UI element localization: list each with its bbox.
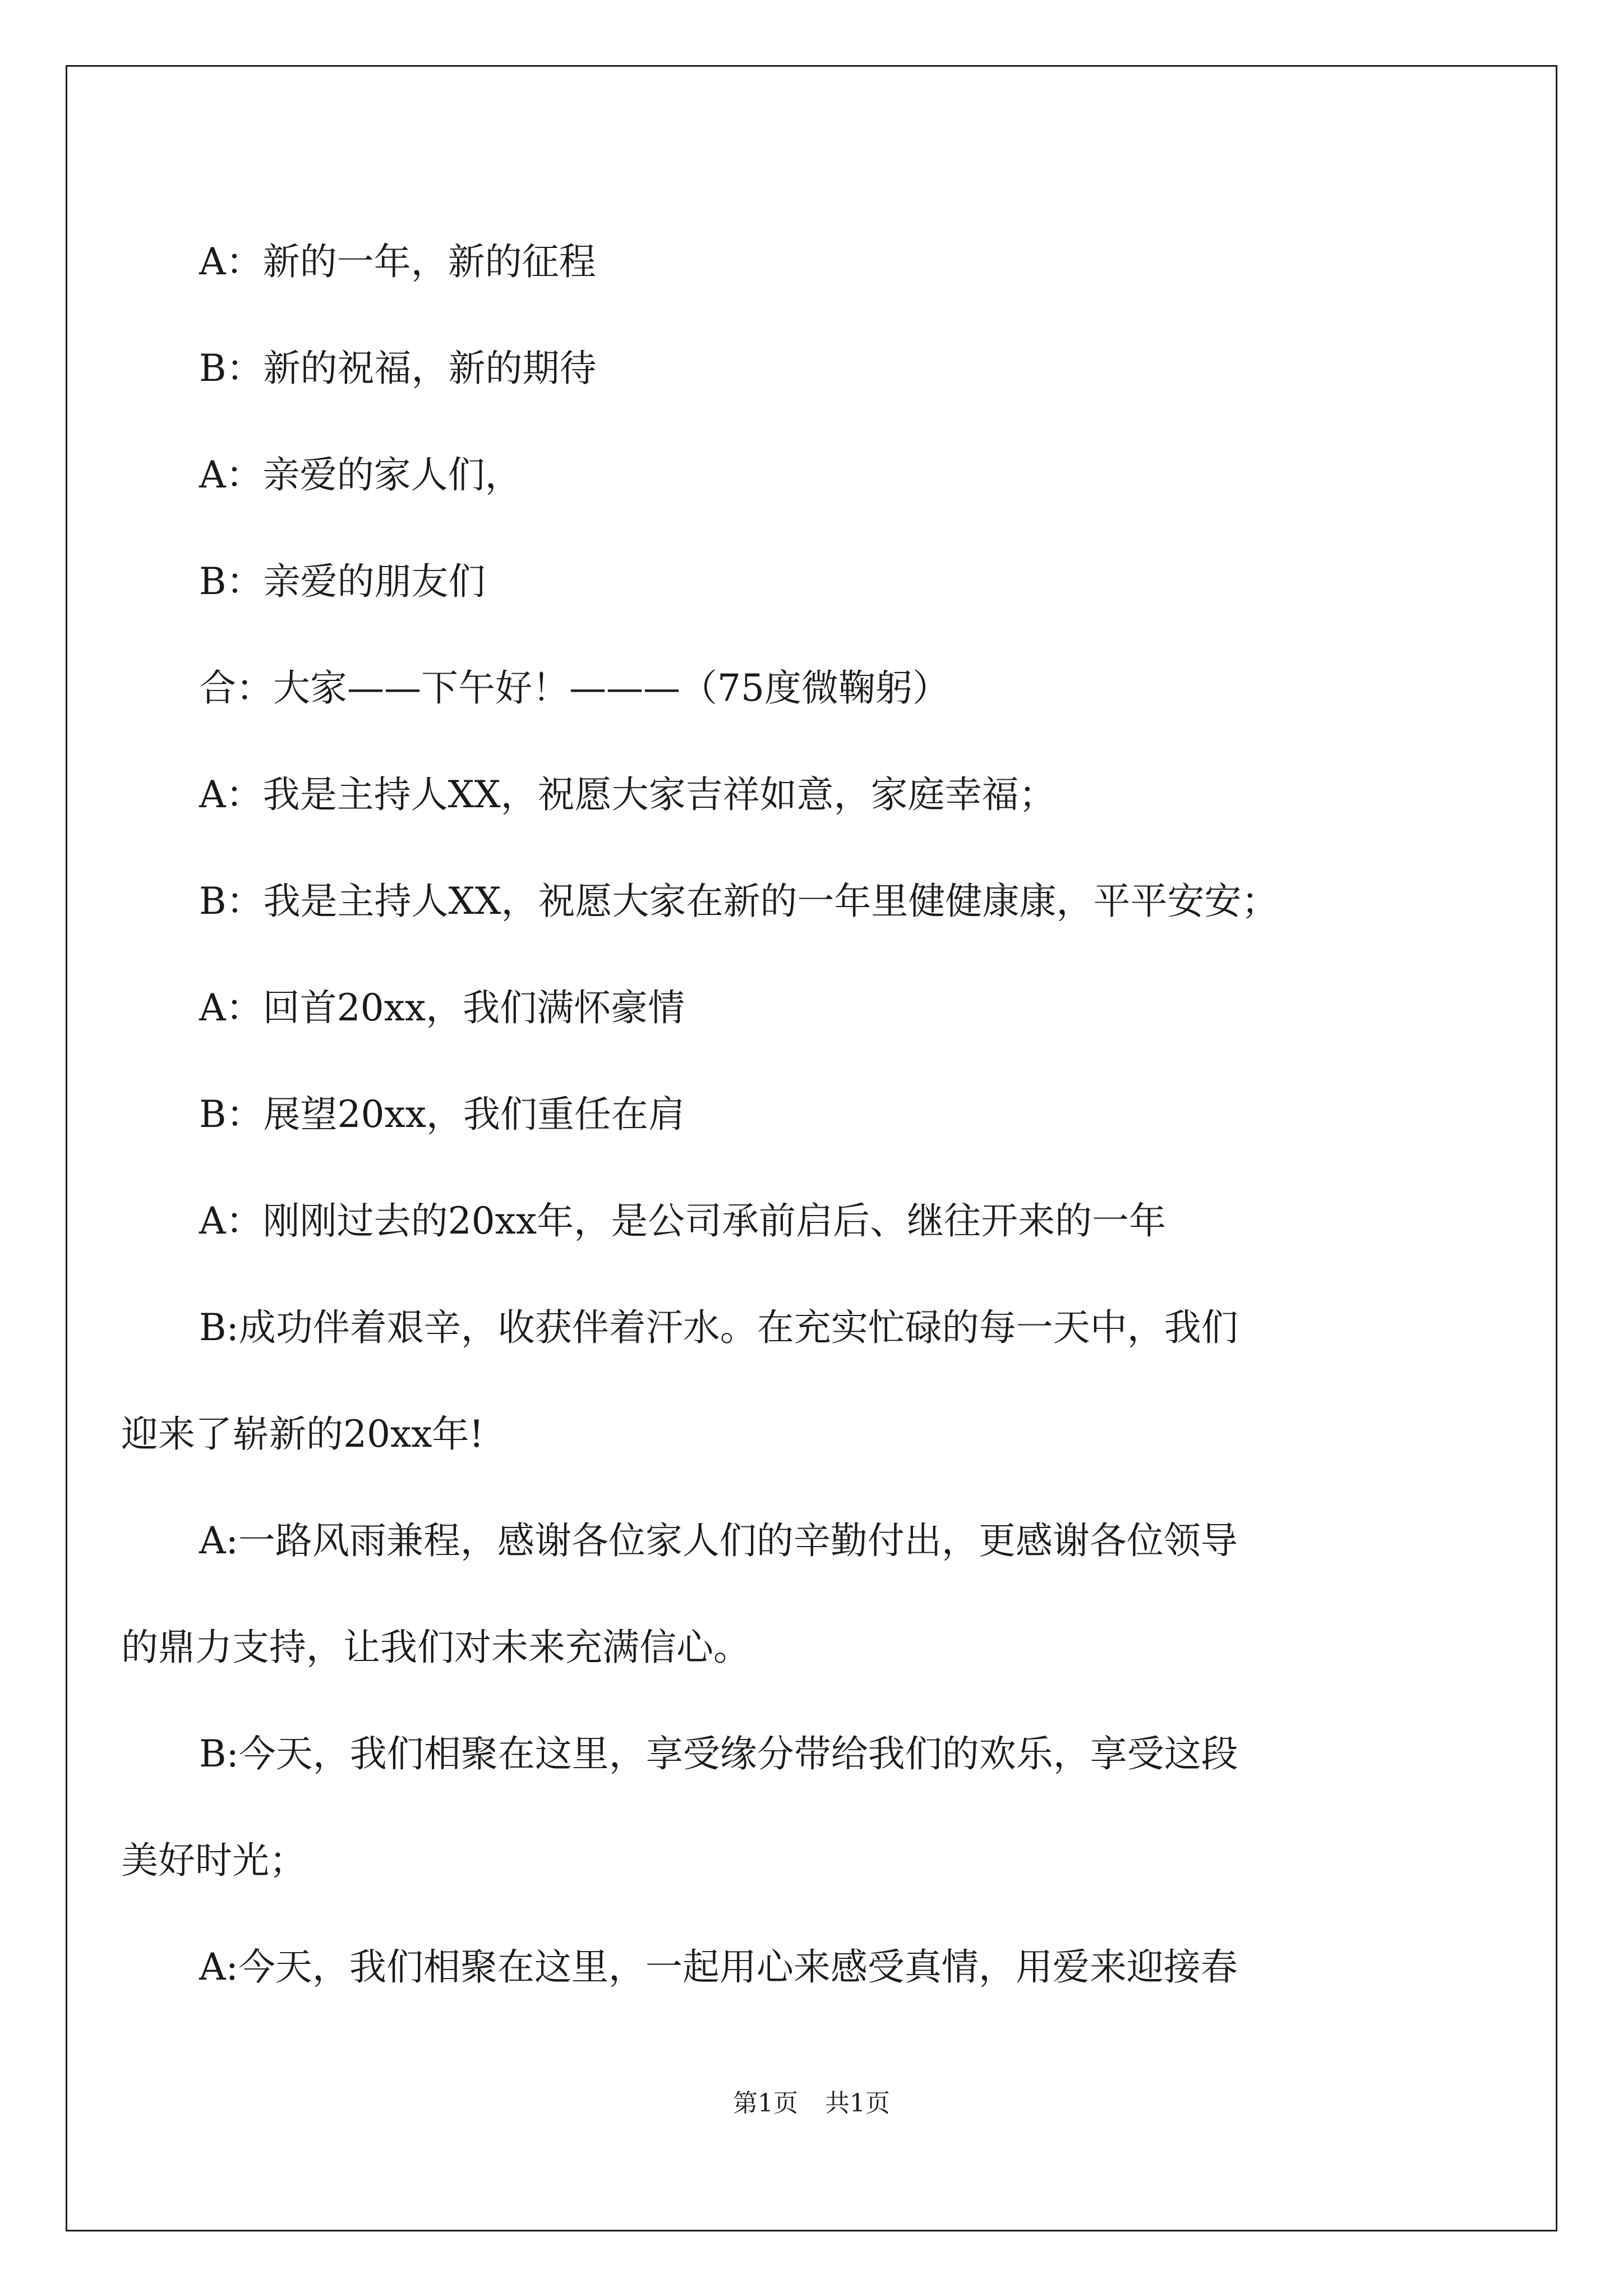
- line-14: 的鼎力支持，让我们对未来充满信心。: [121, 1626, 750, 1669]
- line-8: A：回首20xx，我们满怀豪情: [199, 986, 685, 1029]
- line-9: B：展望20xx，我们重任在肩: [199, 1093, 685, 1136]
- line-15: B:今天，我们相聚在这里，享受缘分带给我们的欢乐，享受这段: [199, 1732, 1238, 1775]
- line-10: A：刚刚过去的20xx年，是公司承前启后、继往开来的一年: [199, 1199, 1166, 1243]
- line-2: B：新的祝福，新的期待: [199, 347, 597, 390]
- line-5: 合：大家——下午好！———（75度微鞠躬）: [199, 666, 949, 710]
- line-7: B：我是主持人XX，祝愿大家在新的一年里健健康康，平平安安；: [199, 880, 1279, 923]
- page-total: 共1页: [825, 2089, 890, 2118]
- line-13: A:一路风雨兼程，感谢各位家人们的辛勤付出，更感谢各位领导: [199, 1519, 1238, 1562]
- document-body: [121, 209, 1433, 2021]
- line-3: A：亲爱的家人们，: [199, 453, 522, 496]
- page-footer: [0, 2087, 1623, 2120]
- page-number: 第1页: [733, 2089, 798, 2118]
- line-11: B:成功伴着艰辛，收获伴着汗水。在充实忙碌的每一天中，我们: [199, 1306, 1238, 1349]
- line-16: 美好时光；: [121, 1839, 306, 1882]
- line-17: A:今天，我们相聚在这里，一起用心来感受真情，用爱来迎接春: [199, 1945, 1238, 1989]
- line-12: 迎来了崭新的20xx年!: [121, 1412, 484, 1456]
- line-4: B：亲爱的朋友们: [199, 560, 486, 603]
- line-6: A：我是主持人XX，祝愿大家吉祥如意，家庭幸福；: [199, 773, 1056, 816]
- line-1: A：新的一年，新的征程: [199, 240, 596, 283]
